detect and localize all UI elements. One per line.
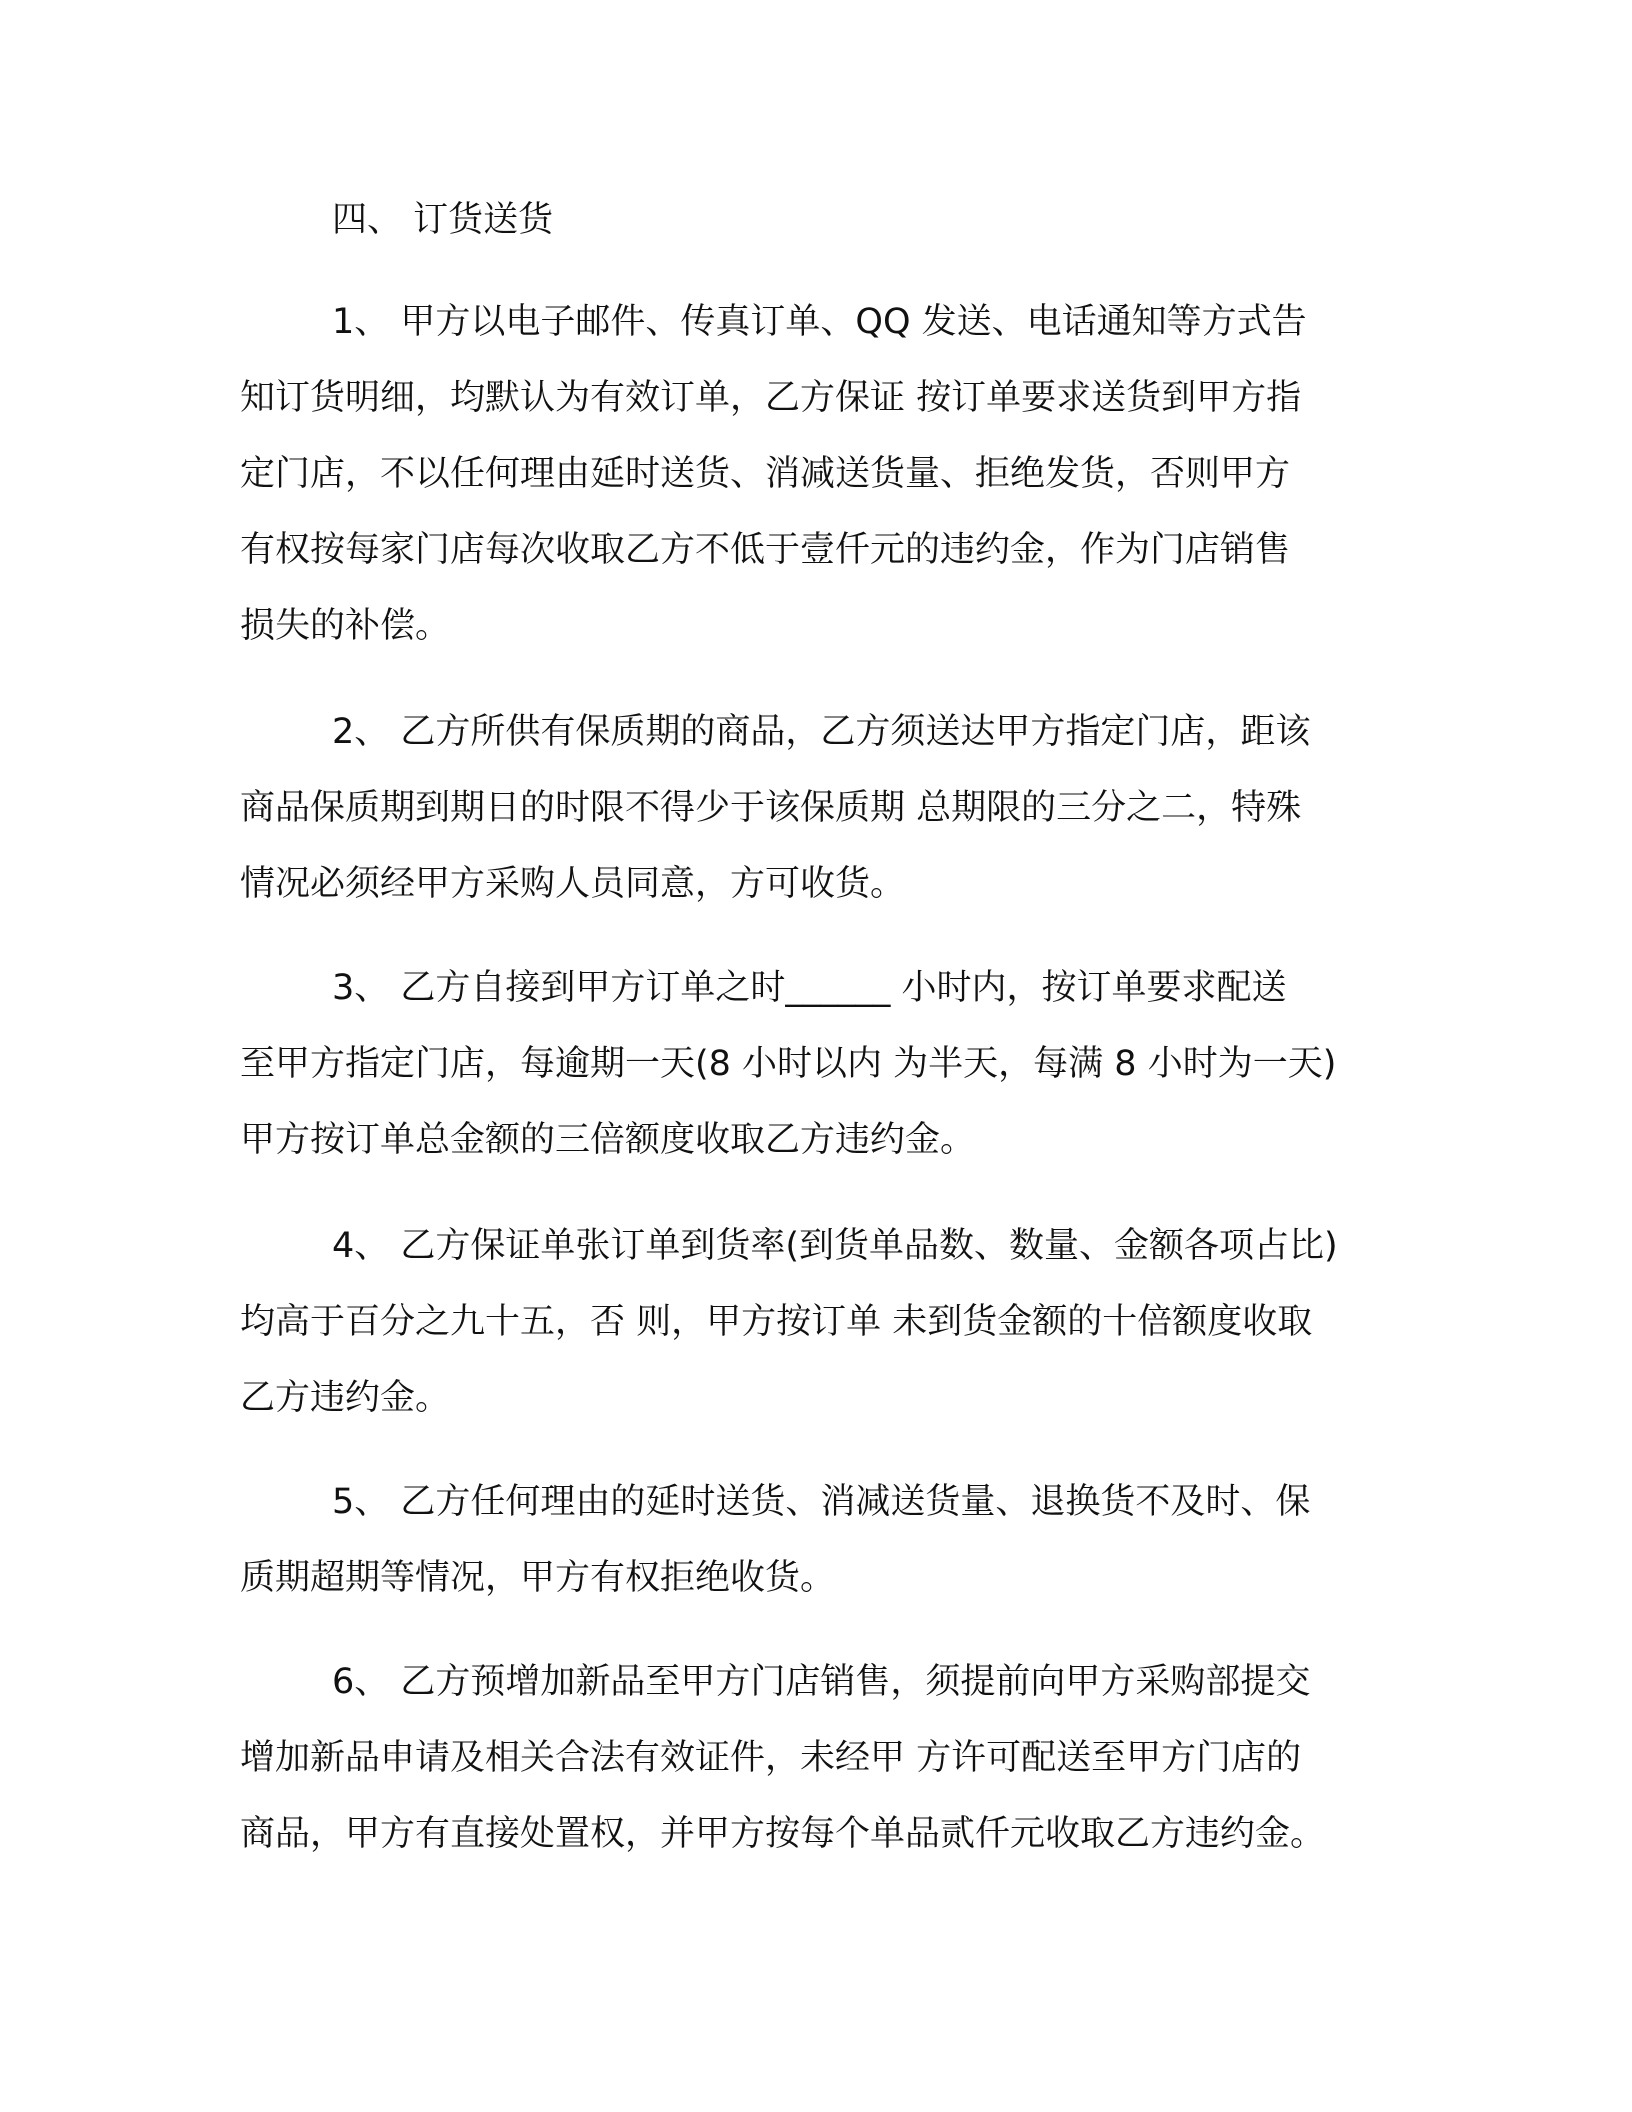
clause-line: 商品保质期到期日的时限不得少于该保质期 总期限的三分之二，特殊 <box>240 788 1302 828</box>
clause-line: 增加新品申请及相关合法有效证件，未经甲 方许可配送至甲方门店的 <box>240 1738 1302 1778</box>
section-heading: 四、 订货送货 <box>332 200 554 240</box>
clause-line: 有权按每家门店每次收取乙方不低于壹仟元的违约金，作为门店销售 <box>240 530 1291 570</box>
clause-line: 商品，甲方有直接处置权，并甲方按每个单品贰仟元收取乙方违约金。 <box>240 1814 1326 1854</box>
clause-line: 知订货明细，均默认为有效订单，乙方保证 按订单要求送货到甲方指 <box>240 378 1302 418</box>
clause-line: 定门店，不以任何理由延时送货、消减送货量、拒绝发货，否则甲方 <box>240 454 1291 494</box>
clause-line: 质期超期等情况，甲方有权拒绝收货。 <box>240 1558 836 1598</box>
clause-line: 3、 乙方自接到甲方订单之时______ 小时内，按订单要求配送 <box>332 968 1287 1008</box>
clause-line: 至甲方指定门店，每逾期一天(8 小时以内 为半天，每满 8 小时为一天) <box>240 1044 1337 1084</box>
clause-line: 6、 乙方预增加新品至甲方门店销售，须提前向甲方采购部提交 <box>332 1662 1311 1702</box>
clause-line: 1、 甲方以电子邮件、传真订单、QQ 发送、电话通知等方式告 <box>332 302 1307 342</box>
clause-line: 乙方违约金。 <box>240 1378 451 1418</box>
clause-line: 2、 乙方所供有保质期的商品，乙方须送达甲方指定门店，距该 <box>332 712 1311 752</box>
clause-line: 损失的补偿。 <box>240 606 451 646</box>
clause-line: 情况必须经甲方采购人员同意，方可收货。 <box>240 864 906 904</box>
clause-line: 均高于百分之九十五，否 则，甲方按订单 未到货金额的十倍额度收取 <box>240 1302 1313 1342</box>
clause-line: 5、 乙方任何理由的延时送货、消减送货量、退换货不及时、保 <box>332 1482 1311 1522</box>
clause-line: 甲方按订单总金额的三倍额度收取乙方违约金。 <box>240 1120 976 1160</box>
clause-line: 4、 乙方保证单张订单到货率(到货单品数、数量、金额各项占比) <box>332 1226 1338 1266</box>
